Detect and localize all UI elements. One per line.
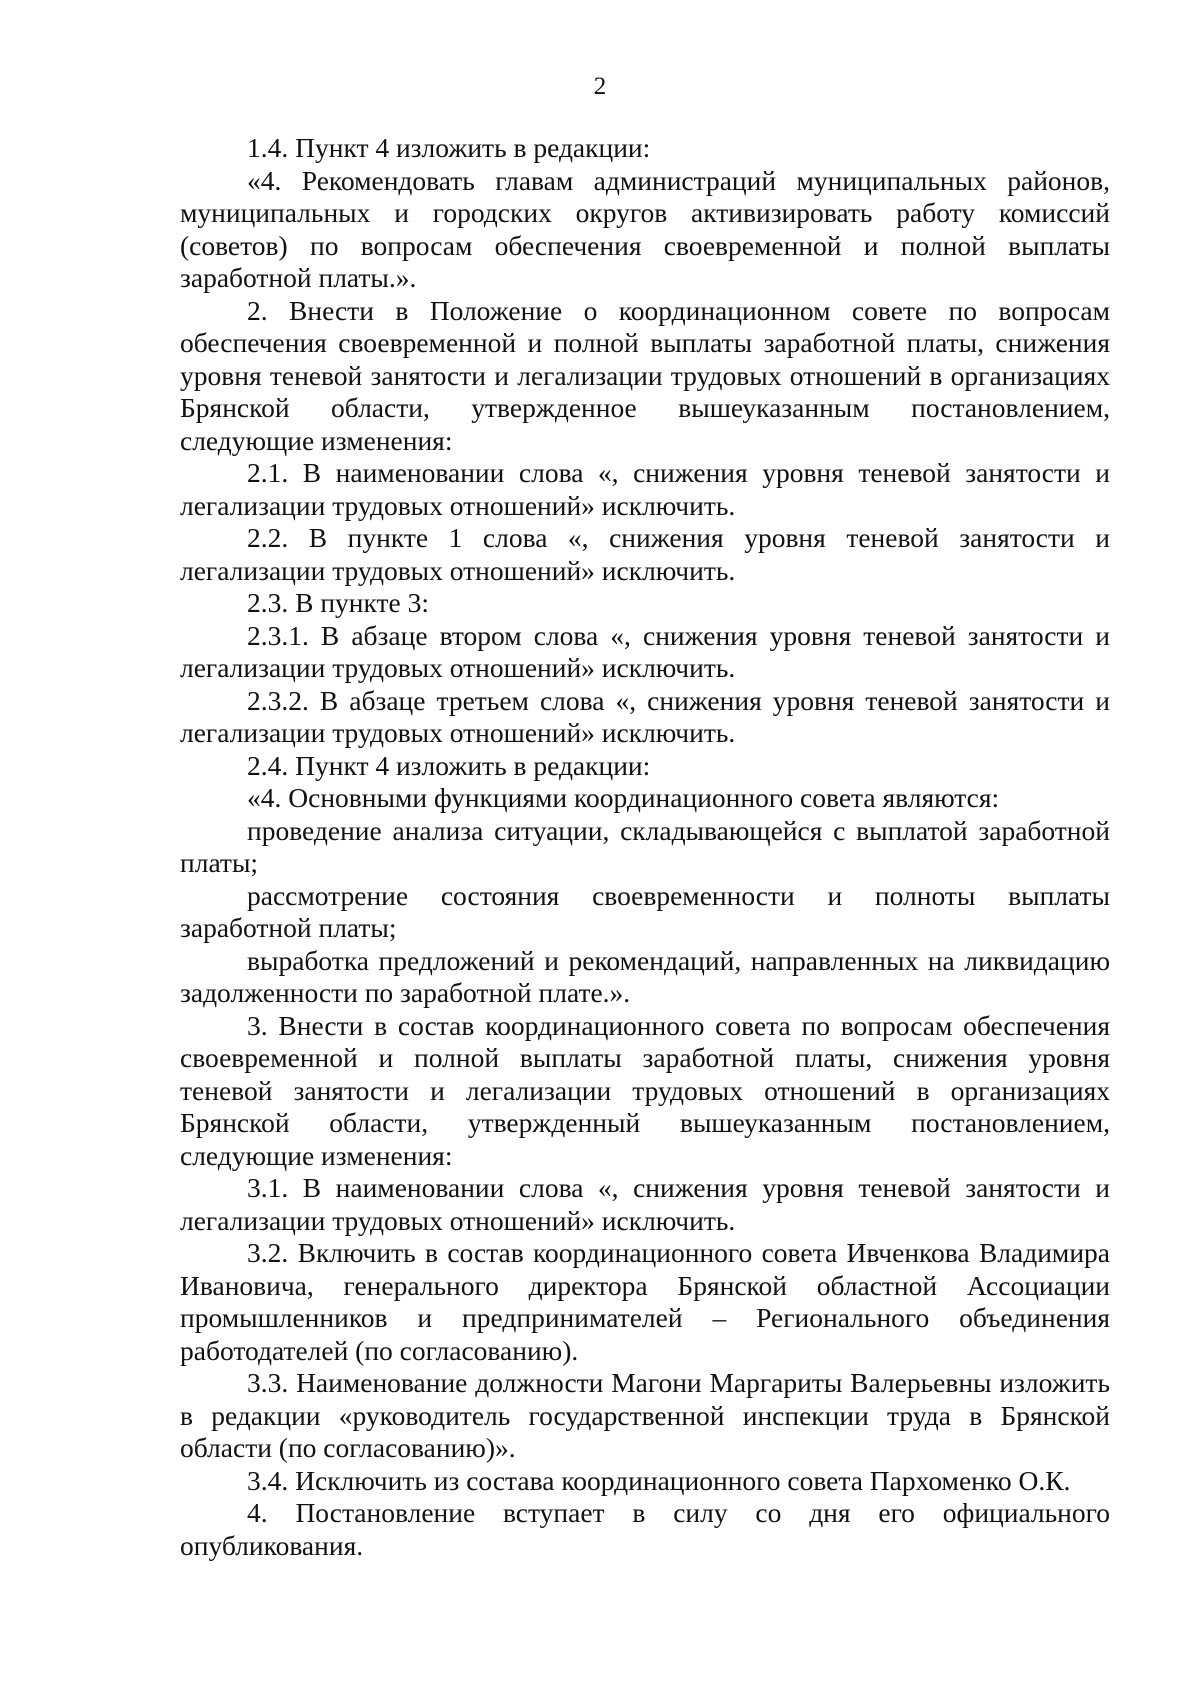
paragraph-3-4: 3.4. Исключить из состава координационного совета Пархоменко О.К. — [247, 1464, 1071, 1496]
paragraph-4: 4. Постановление вступает в силу со дня его официального опубликования. — [180, 1497, 1110, 1561]
paragraph-2-4: 2.4. Пункт 4 изложить в редакции: — [247, 749, 651, 781]
paragraph-2-1: 2.1. В наименовании слова «, снижения уровня теневой занятости и легализации трудовых отношений» исключить. — [180, 457, 1110, 521]
paragraph-function-proposals: выработка предложений и рекомендаций, направленных на ликвидацию задолженности по заработной плате.». — [180, 944, 1110, 1008]
paragraph-quote-4-recommendation: «4. Рекомендовать главам администраций муниципальных районов, муниципальных и городских округов активизировать работу комиссий (советов) по вопросам обеспечения своевременной и полной выплаты заработной платы.». — [180, 164, 1110, 293]
paragraph-2: 2. Внести в Положение о координационном совете по вопросам обеспечения своевременной и полной выплаты заработной платы, снижения уровня теневой занятости и легализации трудовых отношений в организациях Брянской области, утвержденное вышеуказанным постановлением, следующие изменения: — [180, 294, 1110, 456]
paragraph-3-1: 3.1. В наименовании слова «, снижения уровня теневой занятости и легализации трудовых отношений» исключить. — [180, 1172, 1110, 1236]
paragraph-2-3-1: 2.3.1. В абзаце втором слова «, снижения уровня теневой занятости и легализации трудовых отношений» исключить. — [180, 619, 1110, 683]
page-number: 2 — [593, 73, 607, 100]
paragraph-2-3: 2.3. В пункте 3: — [247, 587, 430, 618]
paragraph-2-3-2: 2.3.2. В абзаце третьем слова «, снижения уровня теневой занятости и легализации трудовых отношений» исключить. — [180, 684, 1110, 748]
paragraph-1-4: 1.4. Пункт 4 изложить в редакции: — [247, 132, 651, 163]
paragraph-3-2: 3.2. Включить в состав координационного совета Ивченкова Владимира Ивановича, генерального директора Брянской областной Ассоциации промышленников и предпринимателей – Регионального объединения работодателей (по согласованию). — [180, 1237, 1110, 1366]
paragraph-2-2: 2.2. В пункте 1 слова «, снижения уровня теневой занятости и легализации трудовых отношений» исключить. — [180, 522, 1110, 586]
paragraph-3: 3. Внести в состав координационного совета по вопросам обеспечения своевременной и полной выплаты заработной платы, снижения уровня теневой занятости и легализации трудовых отношений в организациях Брянской области, утвержденный вышеуказанным постановлением, следующие изменения: — [180, 1009, 1110, 1171]
paragraph-quote-4-functions: «4. Основными функциями координационного совета являются: — [247, 782, 1000, 813]
paragraph-3-3: 3.3. Наименование должности Магони Маргариты Валерьевны изложить в редакции «руководитель государственной инспекции труда в Брянской области (по согласованию)». — [180, 1367, 1110, 1463]
paragraph-function-review: рассмотрение состояния своевременности и полноты выплаты заработной платы; — [180, 879, 1110, 943]
paragraph-function-analysis: проведение анализа ситуации, складывающейся с выплатой заработной платы; — [180, 814, 1110, 878]
document-body — [180, 132, 1110, 1562]
